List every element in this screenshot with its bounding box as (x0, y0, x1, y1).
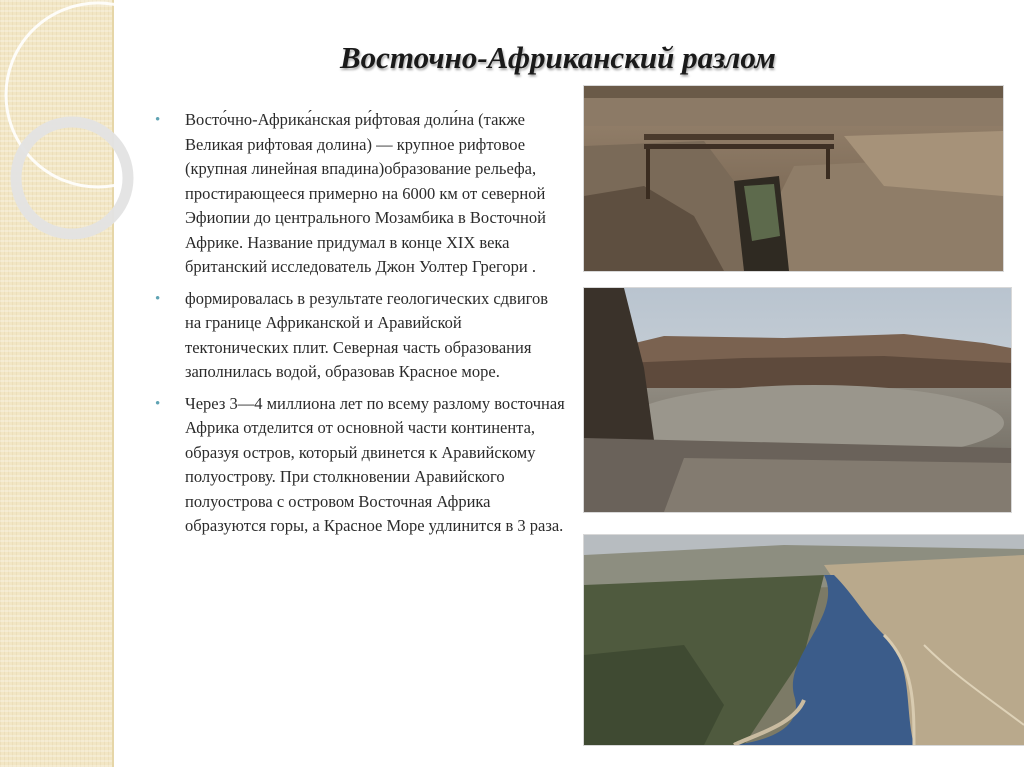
bullet-text: формировалась в результате геологических сдвигов на границе Африканской и Аравийской тектонических плит. Северная часть образования заполнилась водой, образовав Красное море. (185, 288, 549, 381)
decorative-circles (0, 0, 140, 300)
bullet-dot-icon: • (155, 290, 161, 307)
photo-rift-crater (584, 288, 1011, 512)
photo-rift-lake-aerial (584, 535, 1024, 745)
bullet-item (155, 108, 565, 280)
slide-title: Восточно-Африканский разлом (340, 40, 776, 75)
bullet-dot-icon: • (155, 112, 161, 128)
bullet-item (155, 392, 565, 539)
bullet-item (155, 287, 565, 385)
bullet-text: Восто́чно-Африка́нская ри́фтовая доли́на (также Великая рифтовая долина) — крупное рифтовое (крупная линейная впадина)образование рельефа, простирающееся примерно на 6000 км от северной Эфиопии до центрального Мозамбика в Восточной Африке. Название придумал в конце XIX века британский исследователь Джон Уолтер Грегори . (185, 110, 546, 276)
bullet-list (155, 108, 565, 546)
bullet-text: Через 3—4 миллиона лет по всему разлому восточная Африка отделится от основной части континента, образуя остров, который двинется к Аравийскому полуострову. При столкновении Аравийского полуострова с островом Восточная Африка образуются горы, а Красное Море удлинится в 3 раза. (185, 393, 565, 535)
bullet-dot-icon: • (155, 395, 161, 412)
photo-rift-bridge (584, 86, 1003, 271)
